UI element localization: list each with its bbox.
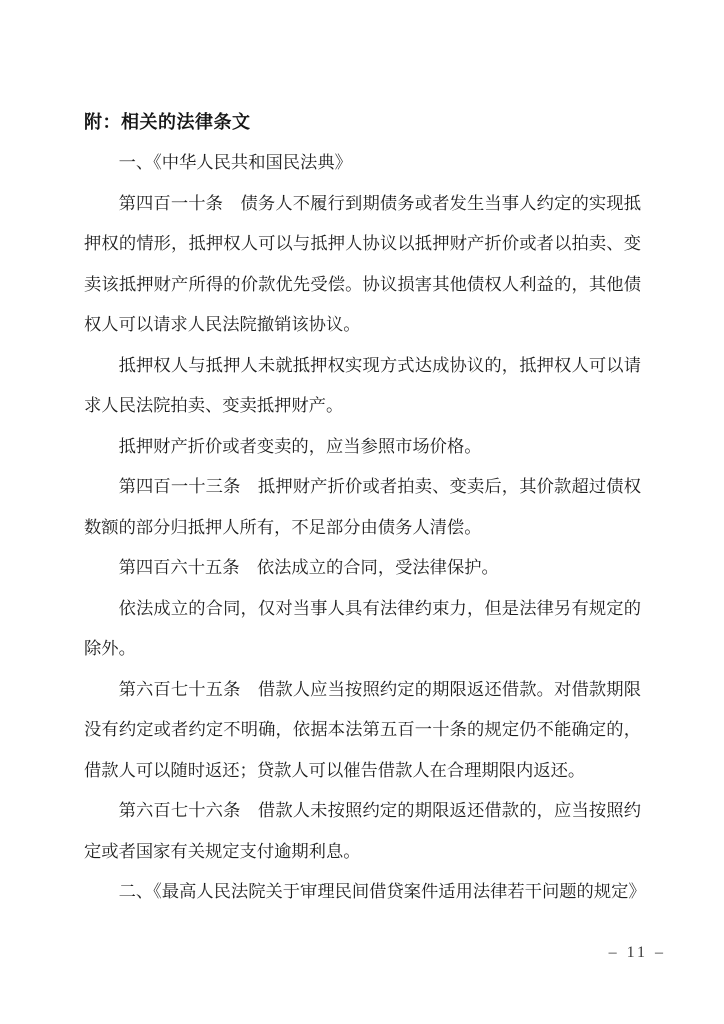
paragraph-line: 第六百七十五条 借款人应当按照约定的期限返还借款。对借款期限没有约定或者约定不明确，依据本法第五百一十条的规定仍不能确定的，借款人可以随时返还；贷款人可以催告借款人在合理期限内返还。 bbox=[84, 679, 641, 780]
paragraph-line: 第四百六十五条 依法成立的合同，受法律保护。 bbox=[118, 558, 499, 577]
legal-articles-text bbox=[84, 143, 646, 913]
document-body bbox=[84, 102, 646, 913]
paragraph-line: 抵押财产折价或者变卖的，应当参照市场价格。 bbox=[118, 436, 482, 456]
paragraph-line: 一、《中华人民共和国民法典》 bbox=[118, 153, 352, 172]
paragraph-line: 第四百一十条 债务人不履行到期债务或者发生当事人约定的实现抵押权的情形，抵押权人可以与抵押人协议以抵押财产折价或者以拍卖、变卖该抵押财产所得的价款优先受偿。协议损害其他债权人利益的，其他债权人可以请求人民法院撤销该协议。 bbox=[84, 193, 641, 334]
paragraph-line: 依法成立的合同，仅对当事人具有法律约束力，但是法律另有规定的除外。 bbox=[84, 598, 641, 658]
paragraph-line: 第四百一十三条 抵押财产折价或者拍卖、变卖后，其价款超过债权数额的部分归抵押人所有，不足部分由债务人清偿。 bbox=[84, 477, 641, 537]
paragraph-line: 二、《最高人民法院关于审理民间借贷案件适用法律若干问题的规定》 bbox=[118, 882, 646, 901]
paragraph-line: 抵押权人与抵押人未就抵押权实现方式达成协议的，抵押权人可以请求人民法院拍卖、变卖抵押财产。 bbox=[84, 355, 641, 415]
paragraph-line: 第六百七十六条 借款人未按照约定的期限返还借款的，应当按照约定或者国家有关规定支付逾期利息。 bbox=[84, 801, 641, 861]
attachment-heading: 附：相关的法律条文 bbox=[84, 112, 251, 132]
page-number: – 11 – bbox=[608, 944, 666, 961]
